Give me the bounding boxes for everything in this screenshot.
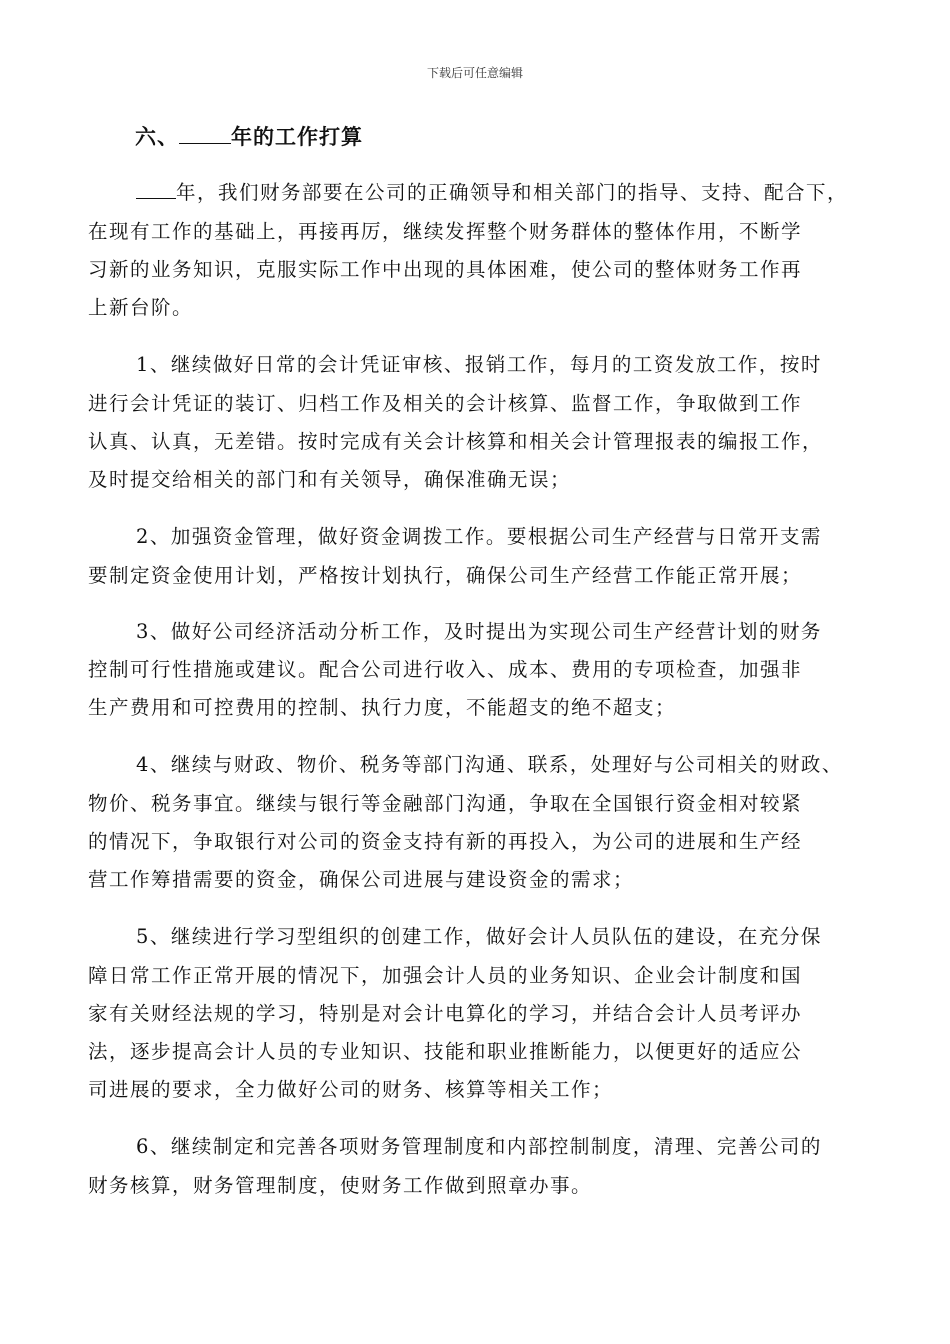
item-5-line: 家有关财经法规的学习，特别是对会计电算化的学习，并结合会计人员考评办 <box>88 1002 803 1025</box>
item-5-line: 法，逐步提高会计人员的专业知识、技能和职业推断能力，以便更好的适应公 <box>88 1040 803 1063</box>
item-6-line: 财务核算，财务管理制度，使财务工作做到照章办事。 <box>88 1174 593 1197</box>
item-4-line: 4、继续与财政、物价、税务等部门沟通、联系，处理好与公司相关的财政、 <box>136 753 843 776</box>
page-header: 下载后可任意编辑 <box>426 66 523 80</box>
item-3-line: 生产费用和可控费用的控制、执行力度，不能超支的绝不超支； <box>88 696 677 719</box>
item-1-line: 认真、认真，无差错。按时完成有关会计核算和相关会计管理报表的编报工作， <box>88 430 824 453</box>
item-1-line: 进行会计凭证的装订、归档工作及相关的会计核算、监督工作，争取做到工作 <box>88 392 803 415</box>
item-4-line: 的情况下，争取银行对公司的资金支持有新的再投入，为公司的进展和生产经 <box>88 830 803 853</box>
item-6-line: 6、继续制定和完善各项财务管理制度和内部控制制度，清理、完善公司的 <box>136 1135 822 1158</box>
heading-prefix: 六、 <box>135 125 179 149</box>
intro-year-blank <box>136 197 176 199</box>
item-1-line: 1、继续做好日常的会计凭证审核、报销工作，每月的工资发放工作，按时 <box>136 353 822 376</box>
item-5-line: 司进展的要求，全力做好公司的财务、核算等相关工作； <box>88 1078 614 1101</box>
intro-line: 上新台阶。 <box>88 296 194 319</box>
item-2-line: 2、加强资金管理，做好资金调拨工作。要根据公司生产经营与日常开支需 <box>136 525 822 548</box>
item-3-line: 控制可行性措施或建议。配合公司进行收入、成本、费用的专项检查，加强非 <box>88 658 803 681</box>
item-3-line: 3、做好公司经济活动分析工作，及时提出为实现公司生产经营计划的财务 <box>136 620 822 643</box>
item-2-line: 要制定资金使用计划，严格按计划执行，确保公司生产经营工作能正常开展； <box>88 564 803 587</box>
item-1-line: 及时提交给相关的部门和有关领导，确保准确无误； <box>88 468 572 491</box>
section-heading <box>135 121 363 151</box>
item-4-line: 营工作筹措需要的资金，确保公司进展与建设资金的需求； <box>88 868 635 891</box>
intro-line: 在现有工作的基础上，再接再厉，继续发挥整个财务群体的整体作用，不断学 <box>88 220 803 243</box>
intro-line: 习新的业务知识，克服实际工作中出现的具体困难，使公司的整体财务工作再 <box>88 258 803 281</box>
heading-year-blank <box>179 142 231 144</box>
intro-first-line-text: 年，我们财务部要在公司的正确领导和相关部门的指导、支持、配合下， <box>176 181 849 204</box>
intro-first-line <box>136 183 848 203</box>
heading-suffix: 年的工作打算 <box>231 125 363 149</box>
item-5-line: 5、继续进行学习型组织的创建工作，做好会计人员队伍的建设，在充分保 <box>136 925 822 948</box>
item-5-line: 障日常工作正常开展的情况下，加强会计人员的业务知识、企业会计制度和国 <box>88 964 803 987</box>
item-4-line: 物价、税务事宜。继续与银行等金融部门沟通，争取在全国银行资金相对较紧 <box>88 792 803 815</box>
